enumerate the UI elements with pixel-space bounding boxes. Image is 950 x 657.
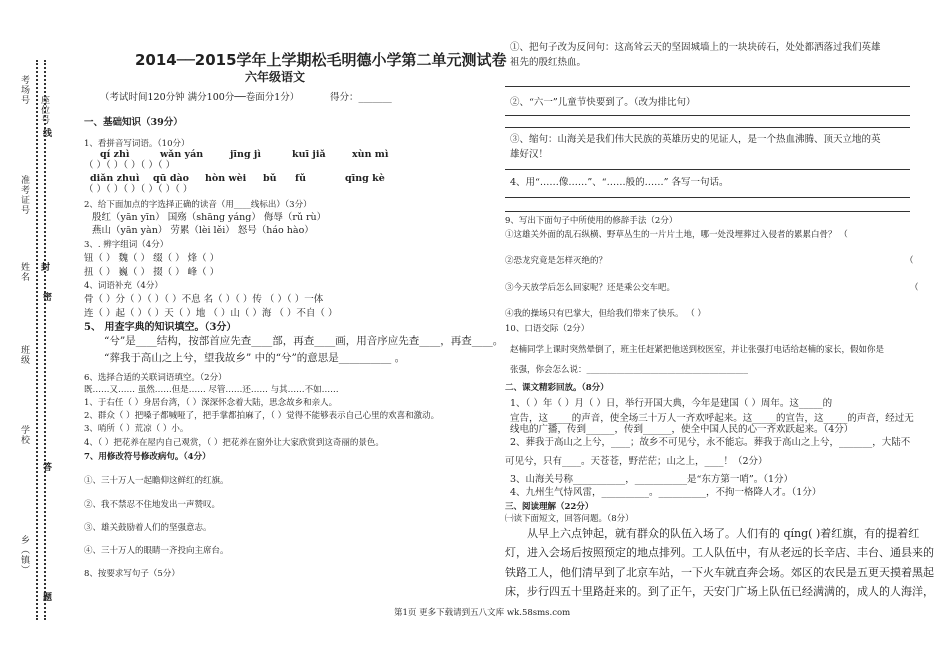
q7-prompt: 7、用修改符号修改病句。（4分） <box>84 452 211 462</box>
q5-prompt: 5、 用查字典的知识填空。（3分） <box>84 322 237 333</box>
answer-line[interactable] <box>505 86 910 87</box>
r-q3-line-2: 雄好汉！ <box>510 149 549 160</box>
page-subtitle: 六年级语文 <box>245 70 306 84</box>
r-q1-line-1: ①、把句子改为反问句：这高耸云天的坚固城墙上的一块块砖石，处处都洒落过我们英雄 <box>510 42 881 53</box>
q10-line-1: 赵楠同学上课时突然晕倒了，班主任赶紧把他送到校医室，并让张强打电话给赵楠的家长，假如你是 <box>510 345 885 355</box>
q9-prompt: 9、写出下面句子中所使用的修辞手法（2分） <box>505 216 678 226</box>
q6-options: 既……又…… 虽然……但是…… 尽管……还…… 与其……不如…… <box>84 385 339 395</box>
answer-line[interactable] <box>505 211 910 212</box>
margin-label-banji: 班级 <box>19 345 29 365</box>
q5-line-2[interactable]: “葬我于高山之上兮，望我故乡” 中的“兮”的意思是__________ 。 <box>104 352 406 364</box>
margin-label-xuexiao: 学校 <box>19 425 29 445</box>
r-q2: ②、“六一”儿童节快要到了。（改为排比句） <box>510 97 696 108</box>
q6-item-2[interactable]: 2、群众（ ）把嗓子都喊哑了，把手掌都拍麻了，（ ）觉得不能够表示自己心里的欢喜和激动。 <box>84 411 440 421</box>
fill-1-line-1[interactable]: 1、（ ）年（ ）月（ ）日，举行开国大典，今年是建国（ ）周年。这_____的 <box>510 398 833 409</box>
q2-row-2[interactable]: 燕山（yān yàn） 劳累（lèi lěi） 怒号（háo hào） <box>92 225 314 236</box>
q9-item-4[interactable]: ④我的操场只有巴掌大，但给我们带来了快乐。 （ ） <box>505 309 706 319</box>
q1-prompt: 1、看拼音写词语。（10分） <box>84 139 190 149</box>
fill-1-line-2[interactable]: 宣告，这_____的声音，使全场三十万人一齐欢呼起来。这_____的宣告，这_____的声音，经过无 <box>510 413 914 424</box>
q2-row-1[interactable]: 殷红（yān yīn） 国殇（shāng yáng） 侮辱（rǔ rù） <box>92 212 327 223</box>
q4-row-1[interactable]: 骨（ ）分（ ）（ ）（ ）不息 名（ ）（ ）传 （ ）（ ）一体 <box>84 294 324 305</box>
q7-sentence-3[interactable]: ③、雄关鼓励着人们的坚强意志。 <box>84 523 212 533</box>
q9-item-2[interactable]: ②恐龙究竟是怎样灭绝的？ <box>505 256 608 266</box>
r-q4: 4、用“……像……”、“……般的……” 各写一句话。 <box>510 177 729 188</box>
q6-item-1[interactable]: 1、于右任（ ）身居台湾，（ ）深深怀念着大陆，思念故乡和亲人。 <box>84 398 338 408</box>
binding-line-inner <box>44 60 46 620</box>
r-q1-line-2: 祖先的殷红热血。 <box>510 57 587 68</box>
page-title: 2014──2015学年上学期松毛明德小学第二单元测试卷 <box>135 51 507 69</box>
r-q3-line-1: ③、缩句：山海关是我们伟大民族的英雄历史的见证人，是一个热血沸腾、顶天立地的英 <box>510 134 881 145</box>
score-field: 得分：_______ <box>330 92 392 103</box>
q9-item-2-bracket[interactable]: （ <box>905 256 914 266</box>
pinyin-row-2: diǎn zhuì qū dào hòn wèi bǔ fǔ qīng kè <box>90 173 385 184</box>
q9-item-1[interactable]: ①这雄关外面的乱石纵横、野草丛生的一片片土地，哪一处没埋葬过入侵者的累累白骨？ （ <box>505 230 848 240</box>
reading-subheading: ㈠读下面短文，回答问题。（8分） <box>505 514 634 524</box>
margin-label-xingming: 姓名 <box>19 262 29 282</box>
page-footer: 第1页 更多下载请到五八文库 wk.58sms.com <box>394 608 571 618</box>
q3-row-1[interactable]: 钮（ ） 魏（ ） 缀（ ） 烽（ ） <box>84 253 220 264</box>
q3-row-2[interactable]: 扭（ ） 巍（ ） 掇（ ） 峰（ ） <box>84 267 220 278</box>
q9-item-3-bracket[interactable]: （ <box>910 283 919 293</box>
q7-sentence-2[interactable]: ②、我不禁忍不住地发出一声赞叹。 <box>84 500 221 510</box>
q2-prompt: 2、给下面加点的字选择正确的读音（用____线标出）（3分） <box>84 200 312 210</box>
q7-sentence-1[interactable]: ①、三十万人一起瞻仰这鲜红的红旗。 <box>84 476 229 486</box>
answer-line[interactable] <box>505 115 910 116</box>
fill-4[interactable]: 4、九州生气恃风雷，__________。__________，不拘一格降人才。（1分） <box>510 487 822 498</box>
q4-prompt: 4、词语补充（4分） <box>84 281 163 291</box>
q10-line-2[interactable]: 张强，你会怎么说：______________________________________ <box>510 365 749 375</box>
fill-1-line-3[interactable]: 线电的广播，传到______，传到______，使全中国人民的心一齐欢跃起来。（4分） <box>510 424 854 435</box>
margin-label-xian: 线 <box>41 128 51 138</box>
answer-brackets-1[interactable]: （ ）（ ）（ ）（ ）（ ） <box>84 160 176 171</box>
section-1-heading: 一、基础知识（39分） <box>84 117 183 128</box>
margin-label-xiang: 乡（镇） <box>19 535 29 575</box>
margin-label-mi: 密 <box>41 292 51 302</box>
margin-label-feng: 封 <box>39 262 49 272</box>
binding-line <box>36 60 38 620</box>
reading-line-1[interactable]: 从早上六点钟起，就有群众的队伍入场了。人们有的 qíng( )着红旗，有的提着红 <box>527 527 920 540</box>
margin-label-da: 答 <box>41 462 51 472</box>
answer-line[interactable] <box>505 169 910 170</box>
margin-label-kaochanghao: 考场号 <box>19 75 29 105</box>
q6-prompt: 6、选择合适的关联词语填空。（2分） <box>84 373 227 383</box>
section-2-heading: 二、课文精彩回放。（8分） <box>505 383 609 393</box>
margin-label-zuowei: 座位号 <box>39 95 49 125</box>
reading-line-4: 床，步行四五十里路赶来的。到了正午，天安门广场上队伍已经满满的，成人的人海洋， <box>505 585 934 598</box>
fill-2-line-1[interactable]: 2、葬我于高山之上兮，____；故乡不可见兮，永不能忘。葬我于高山之上兮，_______，大陆不 <box>510 437 911 448</box>
fill-3[interactable]: 3、山海关号称___________，___________是“东方第一哨”。（1分） <box>510 474 794 485</box>
margin-label-ti: 题 <box>41 592 51 602</box>
q3-prompt: 3、. 辨字组词（4分） <box>84 240 169 250</box>
reading-line-3: 铁路工人，他们清早到了北京车站，一下火车就直奔会场。郊区的农民是五更天摸着黑起 <box>505 566 934 579</box>
q8-prompt: 8、按要求写句子（5分） <box>84 569 180 579</box>
exam-info: （考试时间120分钟 满分100分──卷面分1分） <box>100 92 300 103</box>
pinyin-row-1: qí zhì wǎn yán jīng jì kuī jiǎ xùn mì <box>100 149 389 160</box>
fill-2-line-2[interactable]: 可见兮，只有____。天苍苍，野茫茫；山之上，____！（2分） <box>505 456 768 467</box>
q5-line-1[interactable]: “兮”是____结构，按部首应先查____部，再查____画，用音序应先查____，再查____。 <box>104 335 504 347</box>
q6-item-3[interactable]: 3、哨所（ ）荒凉（ ）小。 <box>84 424 189 434</box>
q7-sentence-4[interactable]: ④、三十万人的眼睛一齐投向主席台。 <box>84 546 229 556</box>
margin-label-zhunkaozheng: 准考证号 <box>19 175 29 215</box>
q4-row-2[interactable]: 连（ ）起（ ）（ ）天（ ）地 （ ）山（ ）海 （ ）不自（ ） <box>84 308 338 319</box>
q10-prompt: 10、口语交际（2分） <box>505 324 590 334</box>
q9-item-3[interactable]: ③今天放学后怎么回家呢？还是乘公交车吧。 <box>505 283 676 293</box>
reading-line-2: 灯，进入会场后按照预定的地点排列。工人队伍中，有从老远的长辛店、丰台、通县来的 <box>505 546 934 559</box>
q6-item-4[interactable]: 4、（ ）把花养在屋内自己观赏，（ ）把花养在窗外让大家欣赏到这奇丽的景色。 <box>84 438 384 448</box>
section-3-heading: 三、阅读理解（22分） <box>505 502 594 512</box>
answer-brackets-2[interactable]: （ ）（ ）（ ）（ ）（ ）（ ） <box>84 184 193 195</box>
answer-line[interactable] <box>505 127 910 128</box>
answer-line[interactable] <box>505 197 910 198</box>
